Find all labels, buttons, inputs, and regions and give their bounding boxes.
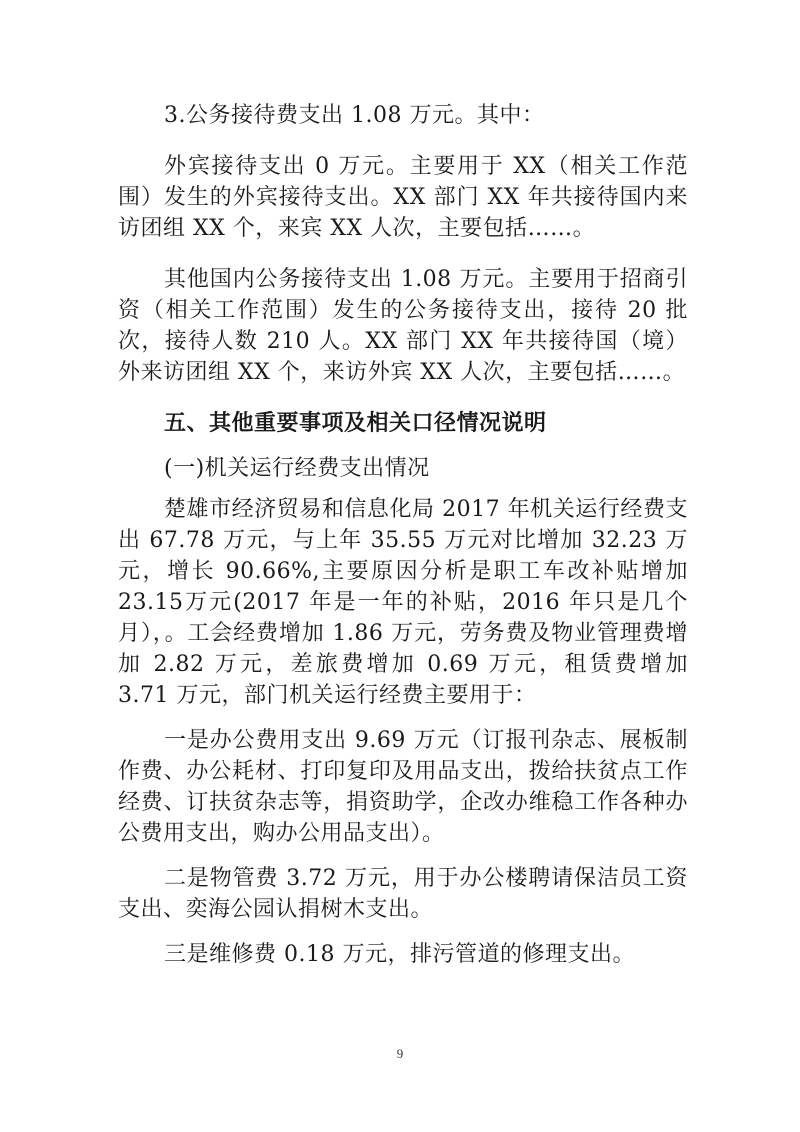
paragraph-reception-expense: 3.公务接待费支出 1.08 万元。其中： xyxy=(164,103,545,128)
paragraph-foreign-guest-reception: 外宾接待支出 0 万元。主要用于 XX（相关工作范围）发生的外宾接待支出。XX 部门 XX 年共接待国内来访团组 XX 个，来宾 XX 人次，主要包括……。 xyxy=(118,154,688,241)
subsection-heading: (一)机关运行经费支出情况 xyxy=(164,456,430,481)
paragraph-domestic-reception: 其他国内公务接待支出 1.08 万元。主要用于招商引资（相关工作范围）发生的公务接待支出，接待 20 批次，接待人数 210 人。XX 部门 XX 年共接待国（境）外来访团组 XX 个，来访外宾 XX 人次，主要包括……。 xyxy=(118,267,688,385)
paragraph-property-management: 二是物管费 3.72 万元，用于办公楼聘请保洁员工资支出、奕海公园认捐树木支出。 xyxy=(118,866,688,922)
paragraph-office-expenses: 一是办公费用支出 9.69 万元（订报刊杂志、展板制作费、办公耗材、打印复印及用品支出，拨给扶贫点工作经费、订扶贫杂志等，捐资助学，企改办维稳工作各种办公费用支出，购办公用品支出）。 xyxy=(118,728,688,846)
document-body xyxy=(118,100,688,970)
section-heading: 五、其他重要事项及相关口径情况说明 xyxy=(164,411,547,436)
page-number: 9 xyxy=(396,1046,404,1061)
paragraph-operating-expenses: 楚雄市经济贸易和信息化局 2017 年机关运行经费支出 67.78 万元，与上年 35.55 万元对比增加 32.23 万元，增长 90.66%,主要原因分析是职工车改补贴增加23.15万元(2017 年是一年的补贴，2016 年只是几个月），。工会经费增加 1.86 万元，劳务费及物业管理费增加 2.82 万元，差旅费增加 0.69 万元，租赁费增加 3.71 万元，部门机关运行经费主要用于： xyxy=(118,497,688,708)
paragraph-maintenance: 三是维修费 0.18 万元，排污管道的修理支出。 xyxy=(164,942,635,967)
